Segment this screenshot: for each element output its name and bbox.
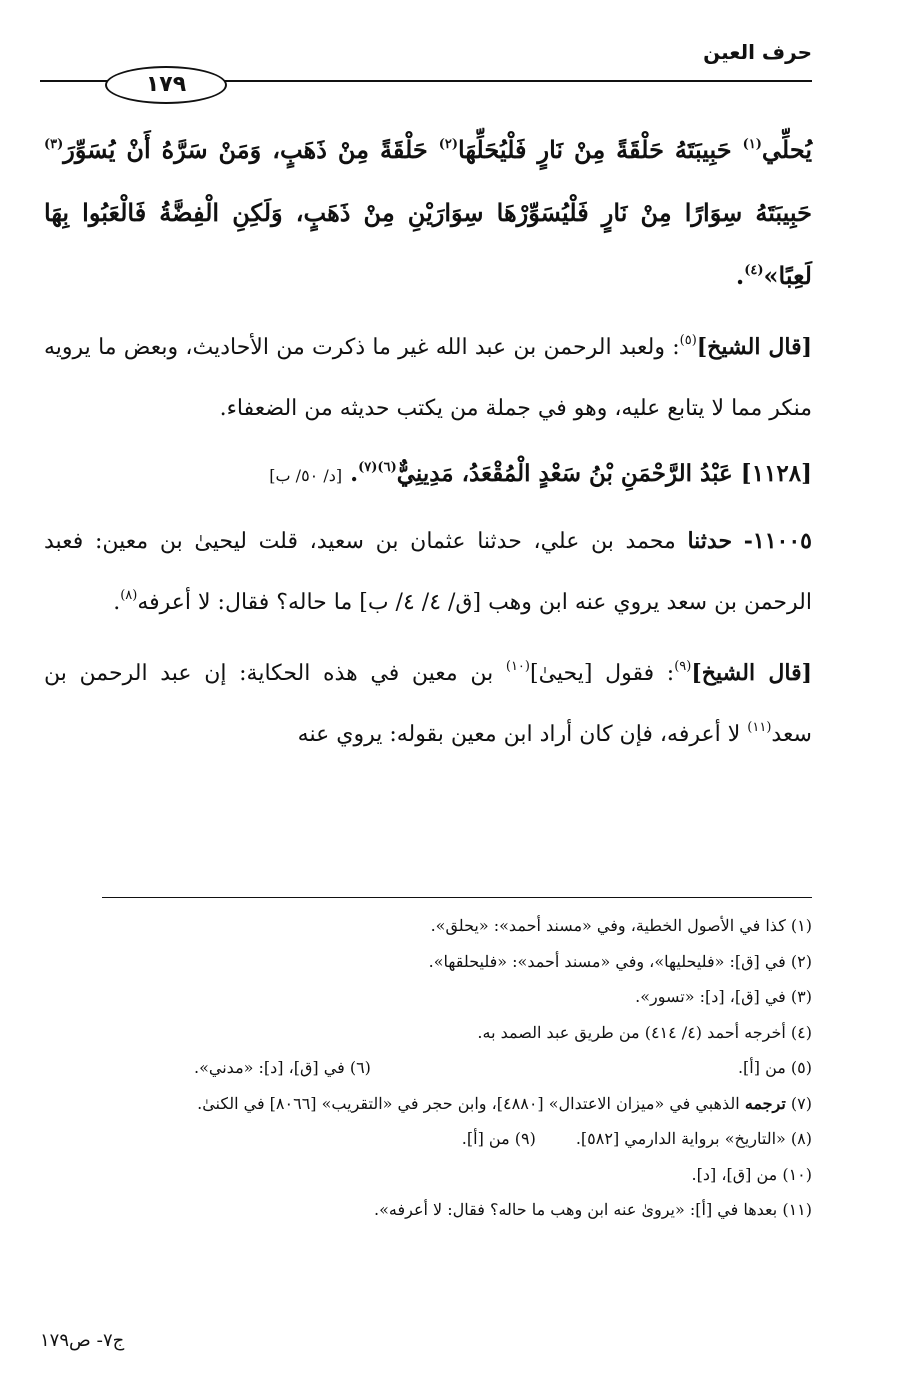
paragraph-text: : فقول [يحيىٰ] [530,661,675,686]
paragraph-text: لا أعرفه، فإن كان أراد ابن معين بقوله: يروي عنه [297,722,741,747]
footnotes [44,908,812,1228]
narration-label: حدثنا [687,528,733,554]
footnote-ref: (٧) [358,460,378,475]
footnote-ref: (٤) [744,263,764,278]
hadith-segment: يُحلِّي [761,135,813,164]
footnote-item: (١٠) من [ق]، [د]. [691,1164,812,1184]
footnote-item: (٤) أخرجه أحمد (٤/ ٤١٤) من طريق عبد الصمد به. [477,1022,812,1042]
paragraph-end: . [113,590,121,615]
footnote-ref: (٩) [674,659,692,674]
paragraph-text: بن معين في هذه الحكاية: إن عبد الرحمن بن سعد [44,661,812,747]
manuscript-ref: [د/ ٥٠/ ب] [269,466,343,485]
footnote-ref: (٦) [377,460,397,475]
footnote-ref: (٢) [438,137,459,152]
footnote-ref: (١٠) [505,659,530,674]
page-header [40,40,812,100]
entry-number: [١١٢٨] [740,460,812,487]
running-title: حرف العين [703,40,812,64]
footnote-keyword: ترجمه [744,1093,786,1113]
narrator-name: عَبْدُ الرَّحْمَنِ بْنُ سَعْدٍ الْمُقْعَدُ، مَدِينِيٌّ [396,460,733,487]
footnote-item: (٢) في [ق]: «فليحليها»، وفي «مسند أحمد»: «فليحلقها». [428,951,812,971]
footnote-divider [102,897,812,898]
footnote-text: الذهبي في «ميزان الاعتدال» [٤٨٨٠]، وابن حجر في «التقريب» [٨٠٦٦] في الكنىٰ. [197,1093,740,1113]
footnote-number: (٧) [790,1093,812,1113]
footnote-ref: (٣) [44,137,64,152]
footnote-item: (٨) «التاريخ» برواية الدارمي [٥٨٢]. [575,1129,812,1148]
commentary-paragraph [44,643,812,765]
footnote-item: (٥) من [أ]. [737,1058,812,1077]
footnote-item: (٦) في [ق]، [د]: «مدني». [194,1058,371,1077]
footnote-row [44,1121,812,1157]
volume-page-label: ج٧- ص١٧٩ [40,1330,125,1351]
footnote-ref: (٥) [679,333,697,348]
hadith-segment: حَبِيبَتَهُ سِوَارًا مِنْ نَارٍ فَلْيُسَوِّرْهَا سِوَارَيْنِ مِنْ ذَهَبٍ، وَلَكِنِ الْفِضَّةُ فَالْعَبُوا بِهَا [44,198,812,227]
footnote-item [44,1086,812,1122]
footnote-item: (١١) بعدها في [أ]: «يرویٰ عنه ابن وهب ما حاله؟ فقال: لا أعرفه». [374,1200,812,1219]
main-text [44,118,812,765]
narration-number: ١١٠٠٥- [743,528,812,554]
footnote-row [44,1050,812,1086]
hadith-segment: لَعِبًا» [763,261,812,290]
commentary-paragraph [44,317,812,439]
narrator-entry [44,445,812,505]
hadith-end: . [735,261,745,290]
footnote-ref: (٨) [120,588,138,603]
page-number: ١٧٩ [105,66,227,104]
hadith-segment: حَبِيبَتَهُ حَلْقَةً مِنْ نَارٍ فَلْيُحَلِّهَا [458,135,732,164]
narration-paragraph [44,511,812,633]
footnote-ref: (١١) [747,720,772,735]
footnote-item: (٩) من [أ]. [461,1129,536,1148]
footnote-item: (٣) في [ق]، [د]: «تسور». [635,987,812,1006]
hadith-text [44,118,812,307]
sheikh-label: [قال الشيخ] [696,334,812,360]
paragraph-text: محمد بن علي، حدثنا عثمان بن سعيد، قلت ليحيىٰ بن معين: فعبد الرحمن بن سعد يروي عنه ابن وهب [ق/ ٤/ ٤/ ب] ما حاله؟ فقال: لا أعرفه [44,529,812,615]
footnote-ref: (١) [742,137,762,152]
footnote-item: (١) كذا في الأصول الخطية، وفي «مسند أحمد»: «يحلق». [430,916,812,935]
hadith-segment: حَلْقَةً مِنْ ذَهَبٍ، وَمَنْ سَرَّهُ أَنْ يُسَوِّرَ [63,135,428,164]
paragraph-text: : ولعبد الرحمن بن عبد الله غير ما ذكرت من الأحاديث، وبعض ما يرويه منكر مما لا يتابع عليه، وهو في جملة من يكتب حديثه من الضعفاء. [44,335,812,421]
sheikh-label: [قال الشيخ] [691,660,812,686]
entry-end: . [350,460,359,487]
